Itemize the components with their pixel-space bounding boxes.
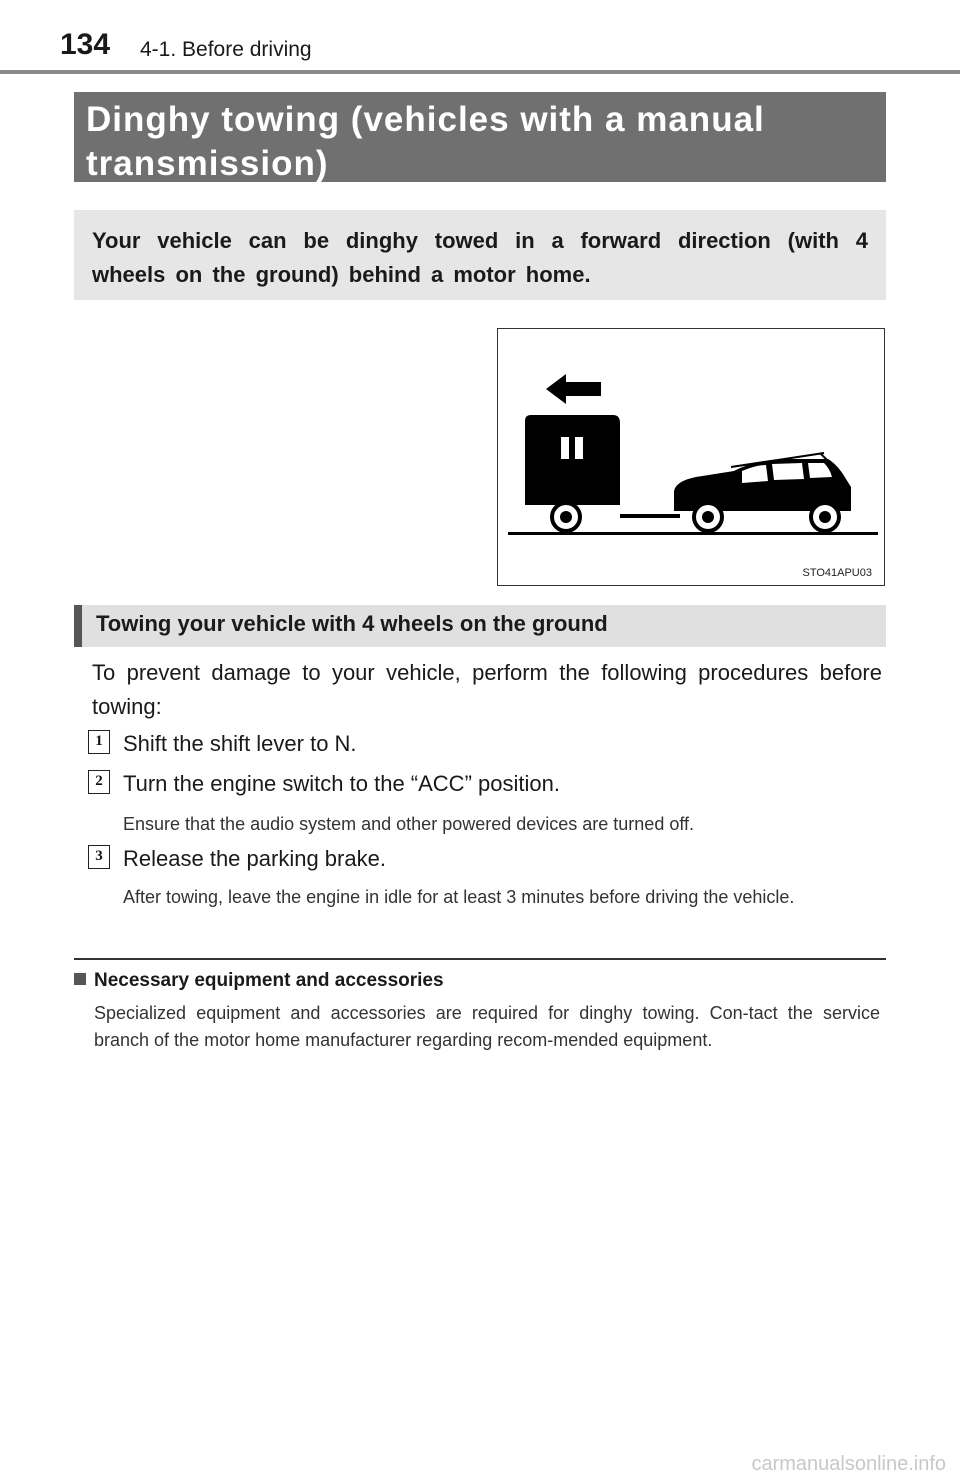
step-2-number: 2: [88, 770, 110, 794]
square-bullet-icon: [74, 973, 86, 985]
step-3-note: After towing, leave the engine in idle for at least 3 minutes before driving the vehicle.: [123, 887, 795, 907]
intro-paragraph: To prevent damage to your vehicle, perform the following procedures before towing:: [92, 660, 882, 719]
page-title-line-2: transmission): [86, 144, 329, 183]
necessary-heading: [74, 970, 444, 992]
motor-home-icon: [525, 415, 620, 505]
necessary-body: Specialized equipment and accessories are required for dinghy towing. Con-tact the service branch of the motor home manufacturer regarding recom-mended equipment.: [94, 1003, 880, 1050]
intro-box: Your vehicle can be dinghy towed in a forward direction (with 4 wheels on the ground) behind a motor home.: [74, 210, 886, 300]
towing-figure: [497, 328, 885, 586]
figure-id: STO41APU03: [802, 567, 872, 579]
page-title-line-1: Dinghy towing (vehicles with a manual: [86, 100, 765, 139]
tow-bar: [620, 514, 680, 518]
step-2-note: Ensure that the audio system and other powered devices are turned off.: [123, 814, 695, 834]
header-rule: [0, 70, 960, 74]
towing-illustration: [498, 329, 886, 587]
ground-line: [508, 532, 878, 535]
necessary-heading-text: Necessary equipment and accessories: [94, 970, 444, 991]
step-1-text: Shift the shift lever to N.: [123, 731, 357, 756]
section-label: 4-1. Before driving: [140, 38, 312, 61]
direction-arrow-icon: [546, 374, 601, 404]
watermark: carmanualsonline.info: [751, 1453, 946, 1475]
subsection-heading: Towing your vehicle with 4 wheels on the ground: [74, 605, 886, 647]
step-3-number: 3: [88, 845, 110, 869]
section-divider: [74, 958, 886, 960]
step-2-text: Turn the engine switch to the “ACC” position.: [123, 771, 560, 796]
step-3-text: Release the parking brake.: [123, 846, 386, 871]
step-1-number: 1: [88, 730, 110, 754]
page-title: [74, 92, 886, 182]
page-number: 134: [60, 28, 111, 61]
